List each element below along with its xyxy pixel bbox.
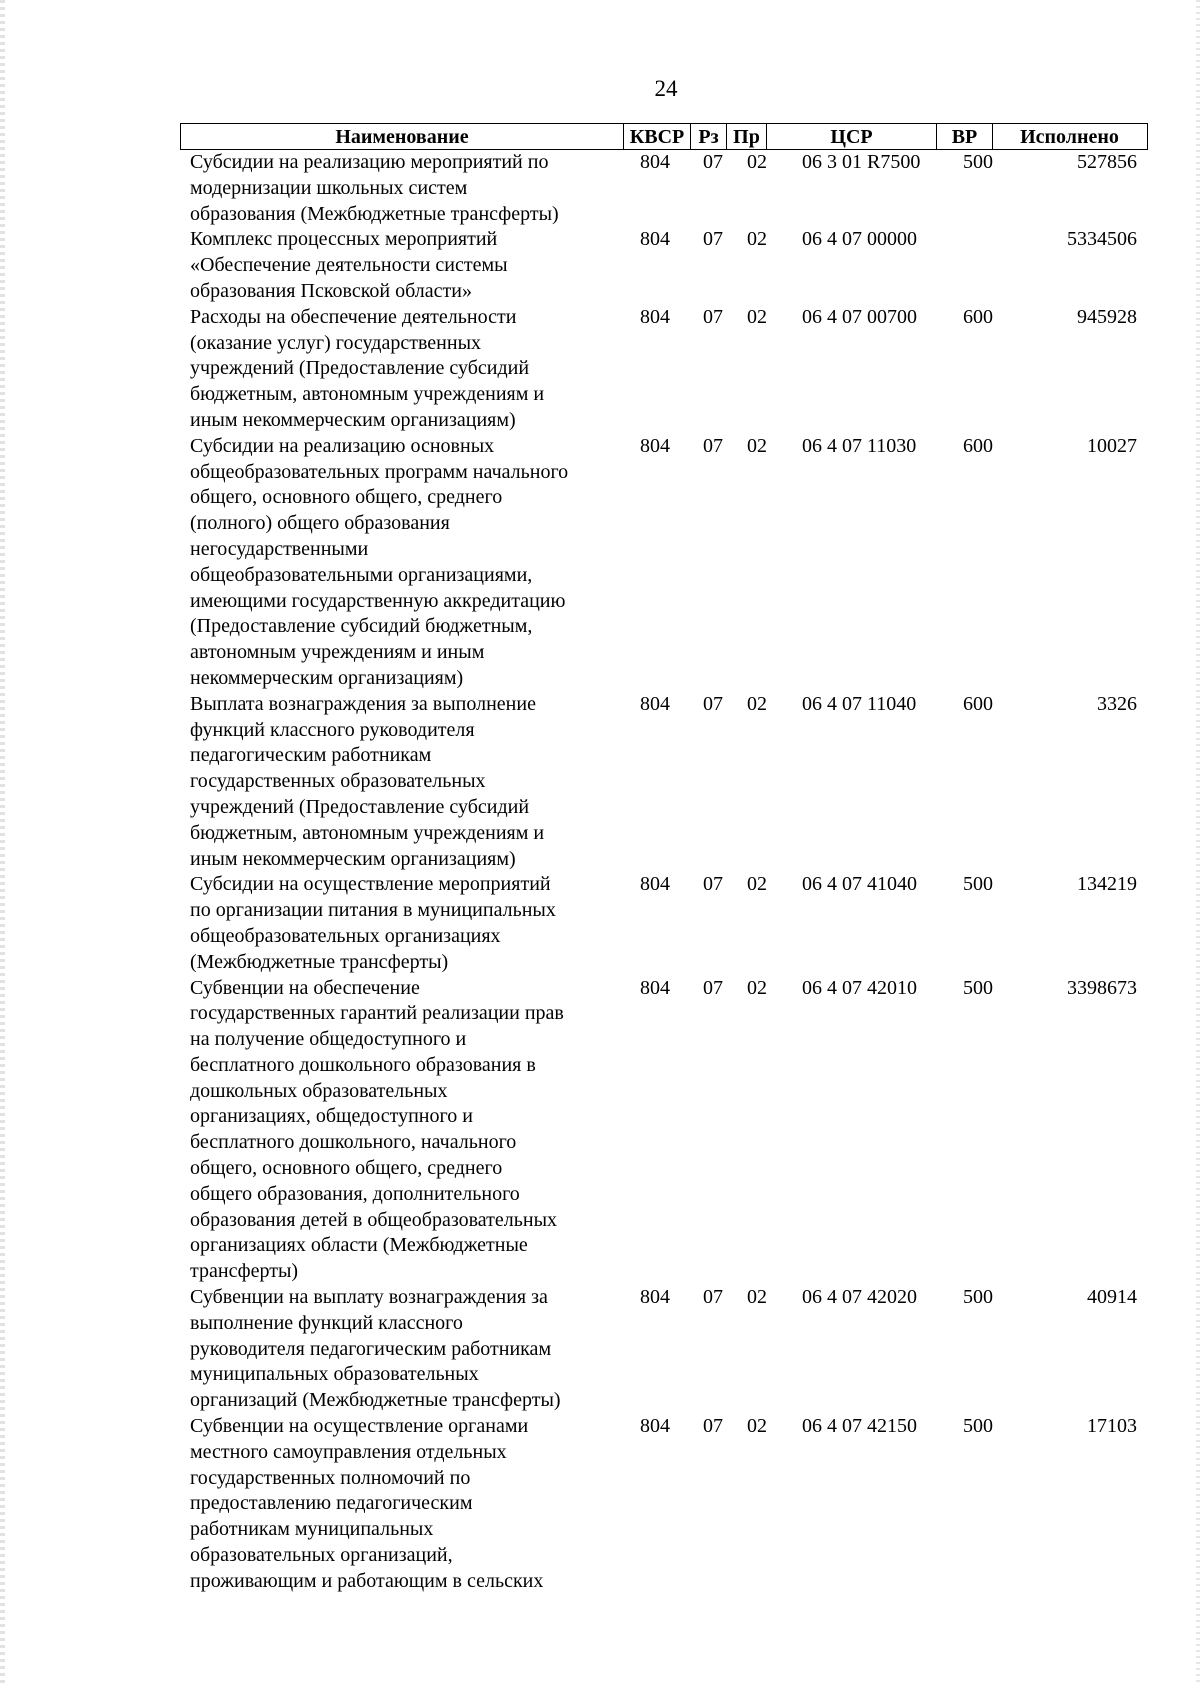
row-csr: 06 4 07 11040 [802,692,917,715]
row-vr: 600 [963,692,993,715]
row-vr: 500 [963,873,993,896]
row-name-line: Субсидии на реализацию основных [190,434,495,457]
row-name [190,305,620,434]
row-rz: 07 [703,1286,723,1309]
row-name-line: (Межбюджетные трансферты) [190,950,449,973]
row-pr: 02 [747,434,767,457]
row-name-line: общего, основного общего, среднего [190,486,503,509]
row-name-line: образовательных организаций, [190,1544,453,1567]
row-rz: 07 [703,228,723,251]
table-header [180,123,1148,150]
row-name-line: общеобразовательных программ начального [190,460,569,483]
row-csr: 06 4 07 00000 [802,228,917,251]
row-csr: 06 4 07 42010 [802,976,917,999]
row-name-line: Субвенции на осуществление органами [190,1415,529,1438]
row-name-line: трансферты) [190,1260,299,1283]
row-name-line: общеобразовательными организациями, [190,563,533,586]
row-name-line: автономным учреждениям и иным [190,641,485,664]
row-name-line: Расходы на обеспечение деятельности [190,305,517,328]
row-name-line: организаций (Межбюджетные трансферты) [190,1389,561,1412]
row-name-line: Субсидии на реализацию мероприятий по [190,151,549,173]
row-pr: 02 [747,228,767,251]
row-kvsr: 804 [640,976,670,999]
row-name-line: общего образования, дополнительного [190,1182,520,1205]
row-name-line: педагогическим работникам [190,744,432,767]
row-kvsr: 804 [640,305,670,328]
row-pr: 02 [747,151,767,173]
row-csr: 06 4 07 00700 [802,305,917,328]
table-row [0,305,1200,434]
row-name-line: имеющими государственную аккредитацию [190,589,566,612]
row-name-line: руководителя педагогическим работникам [190,1337,552,1360]
row-name-line: негосударственными [190,537,369,560]
row-name [190,976,620,1286]
row-kvsr: 804 [640,692,670,715]
row-name-line: государственных образовательных [190,770,486,793]
row-executed: 134219 [1077,873,1137,896]
table-row [0,1285,1200,1414]
row-name-line: общего, основного общего, среднего [190,1157,503,1180]
table-row [0,434,1200,692]
row-rz: 07 [703,692,723,715]
row-rz: 07 [703,1415,723,1438]
table-row [0,976,1200,1286]
row-name-line: бесплатного дошкольного, начального [190,1131,517,1154]
row-name-line: «Обеспечение деятельности системы [190,254,508,277]
row-name-line: организациях области (Межбюджетные [190,1234,528,1257]
row-name-line: общеобразовательных организациях [190,924,501,947]
row-name-line: бесплатного дошкольного образования в [190,1053,536,1076]
row-name-line: проживающим и работающим в сельских [190,1569,544,1592]
row-pr: 02 [747,1286,767,1309]
header-executed: Исполнено [1020,126,1119,148]
row-name-line: Выплата вознаграждения за выполнение [190,692,536,715]
row-name-line: некоммерческим организациям) [190,666,464,689]
row-name-line: модернизации школьных систем [190,176,468,199]
row-name-line: бюджетным, автономным учреждениям и [190,383,545,406]
row-name-line: Субвенции на выплату вознаграждения за [190,1286,548,1309]
row-name-line: местного самоуправления отдельных [190,1440,507,1463]
header-pr: Пр [727,124,767,149]
row-name-line: дошкольных образовательных [190,1079,448,1102]
row-name-line: (Предоставление субсидий бюджетным, [190,615,533,638]
row-pr: 02 [747,976,767,999]
row-pr: 02 [747,305,767,328]
row-executed: 40914 [1087,1286,1137,1309]
row-kvsr: 804 [640,434,670,457]
row-vr: 600 [963,305,993,328]
row-kvsr: 804 [640,151,670,173]
row-name [190,1414,620,1595]
row-name-line: выполнение функций классного [190,1311,463,1334]
row-name-line: образования (Межбюджетные трансферты) [190,202,559,225]
row-pr: 02 [747,692,767,715]
row-csr: 06 3 01 R7500 [802,151,921,173]
header-rz: Рз [691,124,727,149]
table-row [0,872,1200,975]
row-name-line: функций классного руководителя [190,718,475,741]
row-executed: 3398673 [1067,976,1137,999]
row-kvsr: 804 [640,1415,670,1438]
header-vr: ВР [937,124,993,149]
row-kvsr: 804 [640,873,670,896]
row-name-line: муниципальных образовательных [190,1363,479,1386]
row-pr: 02 [747,873,767,896]
row-pr: 02 [747,1415,767,1438]
table-body [0,150,1200,1595]
row-name [190,434,620,692]
row-name-line: Комплекс процессных мероприятий [190,228,498,251]
row-name-line: (оказание услуг) государственных [190,331,482,354]
row-executed: 3326 [1097,692,1137,715]
row-executed: 10027 [1087,434,1137,457]
row-csr: 06 4 07 42020 [802,1286,917,1309]
row-name-line: иным некоммерческим организациям) [190,408,516,431]
row-vr: 500 [963,151,993,173]
row-name-line: бюджетным, автономным учреждениям и [190,821,545,844]
row-name-line: учреждений (Предоставление субсидий [190,357,530,380]
row-name [190,692,620,873]
row-name-line: предоставлению педагогическим [190,1492,473,1515]
row-name-line: образования детей в общеобразовательных [190,1208,558,1231]
row-executed: 17103 [1087,1415,1137,1438]
row-name-line: учреждений (Предоставление субсидий [190,795,530,818]
row-vr: 500 [963,976,993,999]
row-kvsr: 804 [640,228,670,251]
table-row [0,227,1200,304]
row-name [190,1285,620,1414]
row-name-line: государственных гарантий реализации прав [190,1002,564,1025]
page-number: 24 [654,76,678,101]
row-name-line: Субсидии на осуществление мероприятий [190,873,551,896]
row-rz: 07 [703,151,723,173]
row-executed: 527856 [1077,151,1137,173]
row-vr: 600 [963,434,993,457]
row-executed: 945928 [1077,305,1137,328]
header-csr: ЦСР [767,124,937,149]
row-csr: 06 4 07 42150 [802,1415,917,1438]
row-vr: 500 [963,1286,993,1309]
header-kvsr: КВСР [624,124,691,149]
row-name-line: (полного) общего образования [190,512,450,535]
row-rz: 07 [703,976,723,999]
row-csr: 06 4 07 11030 [802,434,917,457]
row-name-line: иным некоммерческим организациям) [190,847,516,870]
row-name [190,227,620,304]
row-name [190,150,620,227]
table-row [0,692,1200,873]
header-name: Наименование [181,124,624,149]
row-rz: 07 [703,873,723,896]
row-name-line: организациях, общедоступного и [190,1105,473,1128]
row-name-line: на получение общедоступного и [190,1028,467,1051]
row-name-line: Субвенции на обеспечение [190,976,420,999]
row-rz: 07 [703,305,723,328]
table-row [0,1414,1200,1595]
row-name-line: по организации питания в муниципальных [190,899,556,922]
row-name-line: образования Псковской области» [190,279,472,302]
row-name [190,872,620,975]
row-name-line: государственных полномочий по [190,1466,471,1489]
row-name-line: работникам муниципальных [190,1518,434,1541]
row-kvsr: 804 [640,1286,670,1309]
row-rz: 07 [703,434,723,457]
row-executed: 5334506 [1067,228,1137,251]
table-row [0,150,1200,227]
row-vr: 500 [963,1415,993,1438]
row-csr: 06 4 07 41040 [802,873,917,896]
